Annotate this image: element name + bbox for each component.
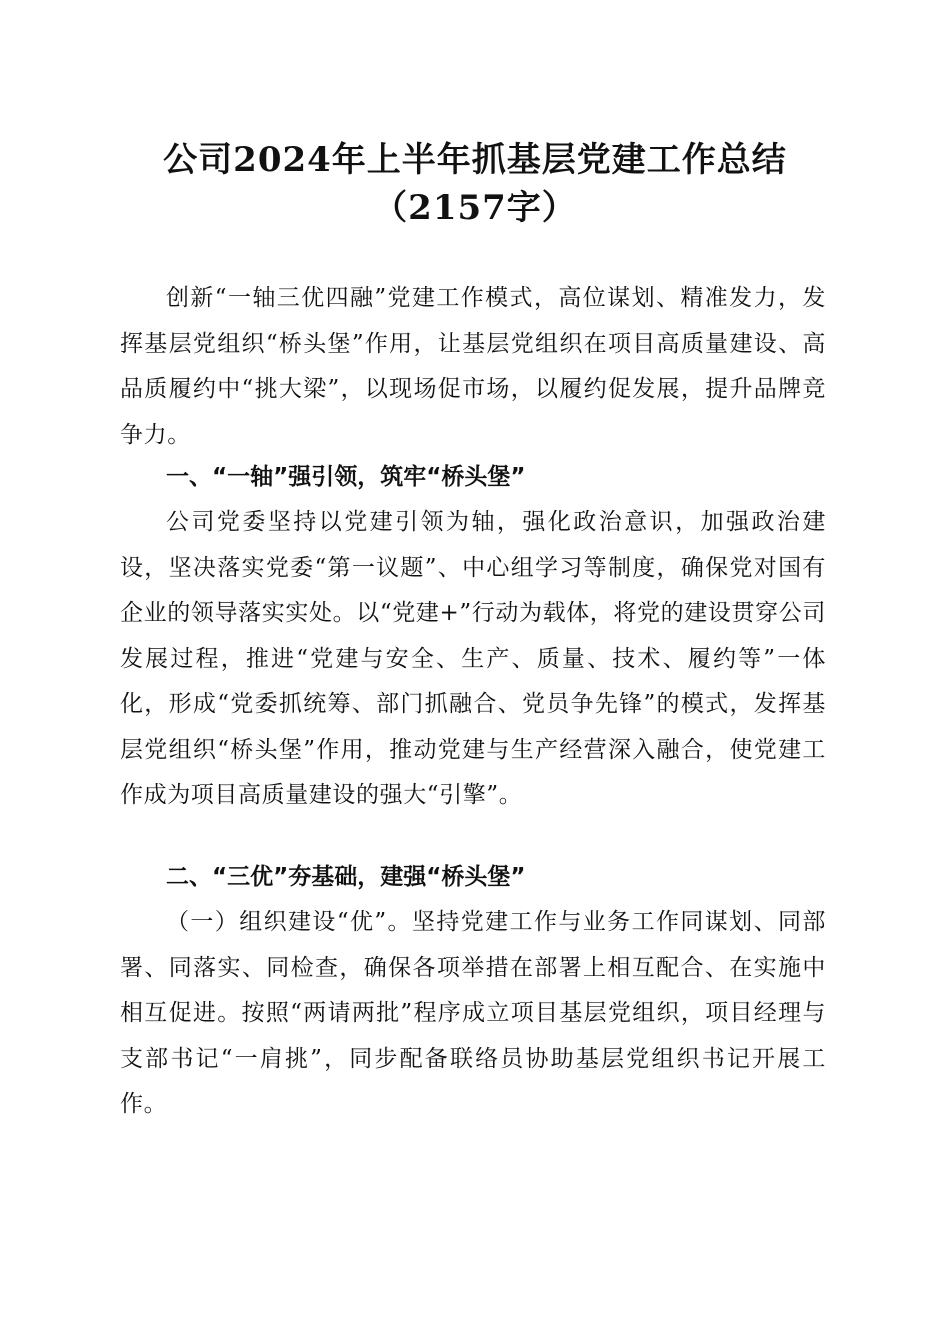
section-heading-1: 一、“一轴”强引领，筑牢“桥头堡” (166, 464, 526, 490)
section-paragraph-2: （一）组织建设“优”。坚持党建工作与业务工作同谋划、同部署、同落实、同检查，确保各项举措在部署上相互配合、在实施中相互促进。按照“两请两批”程序成立项目基层党组织，项目经理与支部书记“一肩挑”，同步配备联络员协助基层党组织书记开展工作。 (120, 909, 826, 1117)
document-word-count: （2157字） (373, 188, 577, 228)
section-heading-2: 二、“三优”夯基础，建强“桥头堡” (166, 864, 526, 890)
intro-paragraph: 创新“一轴三优四融”党建工作模式，高位谋划、精准发力，发挥基层党组织“桥头堡”作用，让基层党组织在项目高质量建设、高品质履约中“挑大梁”，以现场促市场，以履约促发展，提升品牌竞争力。 (120, 285, 826, 448)
section-paragraph-1: 公司党委坚持以党建引领为轴，强化政治意识，加强政治建设，坚决落实党委“第一议题”、中心组学习等制度，确保党对国有企业的领导落实实处。以“党建+”行动为载体，将党的建设贯穿公司发展过程，推进“党建与安全、生产、质量、技术、履约等”一体化，形成“党委抓统筹、部门抓融合、党员争先锋”的模式，发挥基层党组织“桥头堡”作用，推动党建与生产经营深入融合，使党建工作成为项目高质量建设的强大“引擎”。 (120, 509, 826, 808)
document-title: 公司2024年上半年抓基层党建工作总结 (163, 140, 787, 180)
